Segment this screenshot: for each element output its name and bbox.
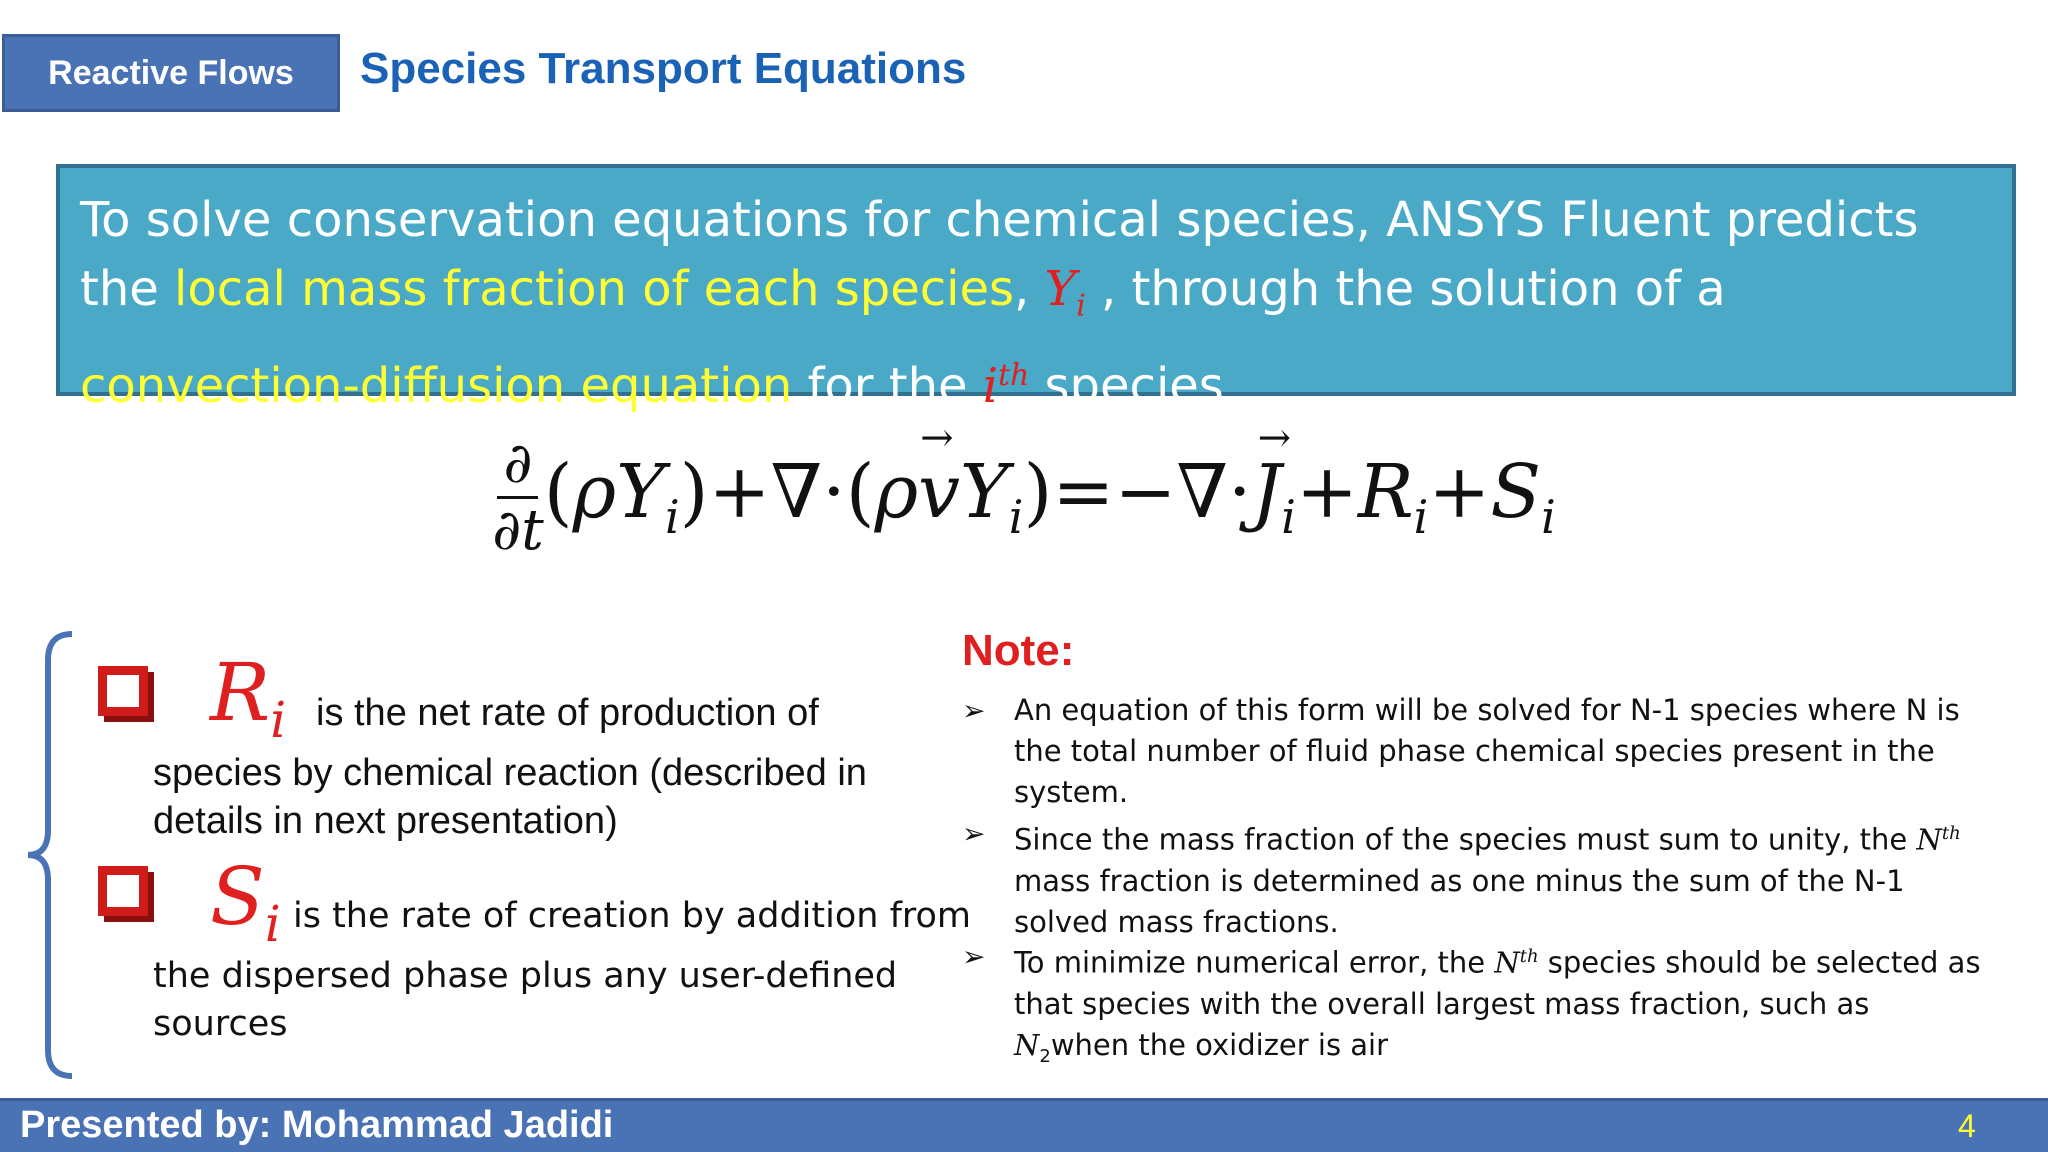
intro-text: for the	[792, 357, 983, 414]
species-transport-equation: $\frac{\partial}{\partial t}$ $(\rho Y_i)+\nabla\cdot(\rho$ → $vY_i)=-\nabla\cdot$ → $J_i+R_i+S_i$	[492, 414, 1556, 563]
presenter-label: Presented by: Mohammad Jadidi	[20, 1104, 614, 1146]
def-S-line: the dispersed phase plus any user-defined	[153, 956, 898, 996]
symbol-S: $S_i$	[210, 850, 281, 953]
note-item: ➢ To minimize numerical error, the $N^{th}$ species should be selected as that species with the overall largest mass fraction, such as $N_2when$ the oxidizer is air	[962, 936, 1992, 1076]
slide-title: Species Transport Equations	[360, 44, 967, 93]
symbol-Y: $Y_i$	[1044, 261, 1086, 324]
def-R-line: details in next presentation)	[153, 800, 618, 842]
section-tag: Reactive Flows	[2, 34, 340, 112]
highlight-convection-diffusion: convection-diffusion equation	[80, 357, 793, 414]
symbol-R: $R_i$	[210, 646, 287, 749]
intro-text: , through the solution of a	[1085, 261, 1726, 317]
intro-text: species	[1029, 357, 1224, 414]
diffusion-flux-vector: → J	[1251, 414, 1292, 535]
note-heading: Note:	[962, 626, 1075, 675]
highlight-mass-fraction: local mass fraction of each species	[174, 261, 1015, 317]
checkbox-bullet-icon	[98, 666, 148, 716]
checkbox-bullet-icon	[98, 866, 148, 916]
def-S-line: is the rate of creation by addition from	[293, 896, 972, 936]
note-item: ➢ Since the mass fraction of the species must sum to unity, the $N^{th}$ mass fraction is determined as one minus the sum of the N-1 solved mass fractions.	[962, 813, 1992, 943]
note-item: ➢ An equation of this form will be solved for N-1 species where N is the total number of fluid phase chemical species present in the system.	[962, 690, 1992, 813]
def-R-line: is the net rate of production of	[316, 692, 819, 734]
velocity-vector: → v	[918, 414, 960, 535]
symbol-ith: $i^{th}$	[982, 357, 1030, 414]
intro-box	[56, 164, 2016, 414]
partial-derivative: $\frac{\partial}{\partial t}$	[492, 431, 544, 563]
def-R-line: species by chemical reaction (described in	[153, 752, 867, 794]
intro-text: ,	[1014, 261, 1045, 317]
def-S-line: sources	[153, 1004, 288, 1044]
intro-text: To solve conservation equations for chemical species, ANSYS Fluent predicts the	[80, 192, 1919, 317]
page-number: 4	[1958, 1108, 1976, 1144]
arrow-bullet-icon: ➢	[962, 694, 986, 727]
curly-brace	[24, 630, 84, 1080]
arrow-bullet-icon: ➢	[962, 817, 986, 850]
arrow-bullet-icon: ➢	[962, 940, 986, 973]
